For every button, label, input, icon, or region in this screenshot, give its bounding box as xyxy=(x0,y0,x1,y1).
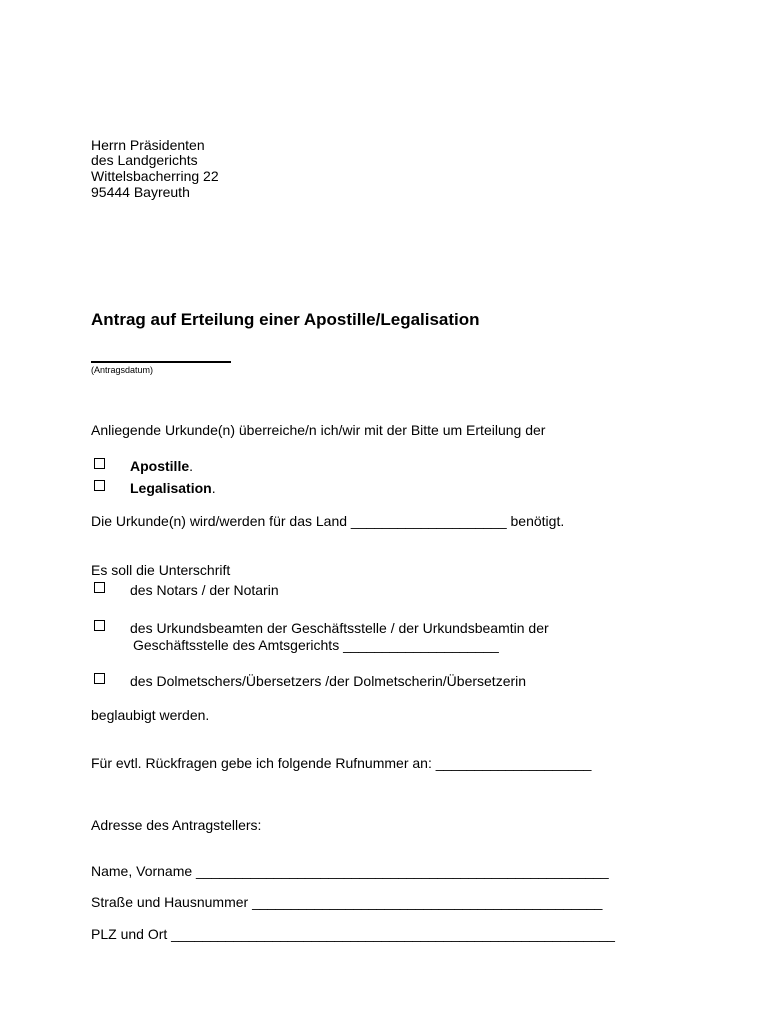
legalisation-option xyxy=(130,480,216,496)
recipient-line-4: 95444 Bayreuth xyxy=(91,184,190,200)
urkundsbeamte-option-line-1: des Urkundsbeamten der Geschäftsstelle / der Urkundsbeamtin der xyxy=(130,620,549,636)
notar-option-label: des Notars / der Notarin xyxy=(130,582,279,598)
dolmetscher-checkbox[interactable] xyxy=(94,673,105,684)
document-title: Antrag auf Erteilung einer Apostille/Legalisation xyxy=(91,310,480,329)
urkundsbeamte-checkbox[interactable] xyxy=(94,620,105,631)
recipient-line-3: Wittelsbacherring 22 xyxy=(91,168,219,184)
legalisation-suffix: . xyxy=(211,480,216,496)
signature-intro: Es soll die Unterschrift xyxy=(91,562,231,578)
name-field[interactable]: Name, Vorname _____________________________________________________ xyxy=(91,863,609,879)
phone-line[interactable]: Für evtl. Rückfragen gebe ich folgende Rufnummer an: ____________________ xyxy=(91,755,592,771)
date-field-label: (Antragsdatum) xyxy=(91,365,154,375)
urkundsbeamte-option-line-2[interactable]: Geschäftsstelle des Amtsgerichts ____________________ xyxy=(133,637,499,653)
recipient-line-1: Herrn Präsidenten xyxy=(91,137,205,153)
street-field[interactable]: Straße und Hausnummer _____________________________________________ xyxy=(91,894,603,910)
date-field-line[interactable] xyxy=(91,361,231,363)
apostille-checkbox[interactable] xyxy=(94,458,105,469)
apostille-label: Apostille xyxy=(130,458,190,474)
recipient-line-2: des Landgerichts xyxy=(91,152,198,168)
signature-outro: beglaubigt werden. xyxy=(91,707,210,723)
dolmetscher-option-label: des Dolmetschers/Übersetzers /der Dolmetscherin/Übersetzerin xyxy=(130,673,527,689)
legalisation-checkbox[interactable] xyxy=(94,480,105,491)
apostille-option xyxy=(130,458,193,474)
apostille-suffix: . xyxy=(189,458,194,474)
country-line[interactable]: Die Urkunde(n) wird/werden für das Land ____________________ benötigt. xyxy=(91,513,565,529)
notar-checkbox[interactable] xyxy=(94,582,105,593)
address-heading: Adresse des Antragstellers: xyxy=(91,817,262,833)
legalisation-label: Legalisation xyxy=(130,480,212,496)
city-field[interactable]: PLZ und Ort _________________________________________________________ xyxy=(91,926,615,942)
intro-text: Anliegende Urkunde(n) überreiche/n ich/wir mit der Bitte um Erteilung der xyxy=(91,422,546,438)
